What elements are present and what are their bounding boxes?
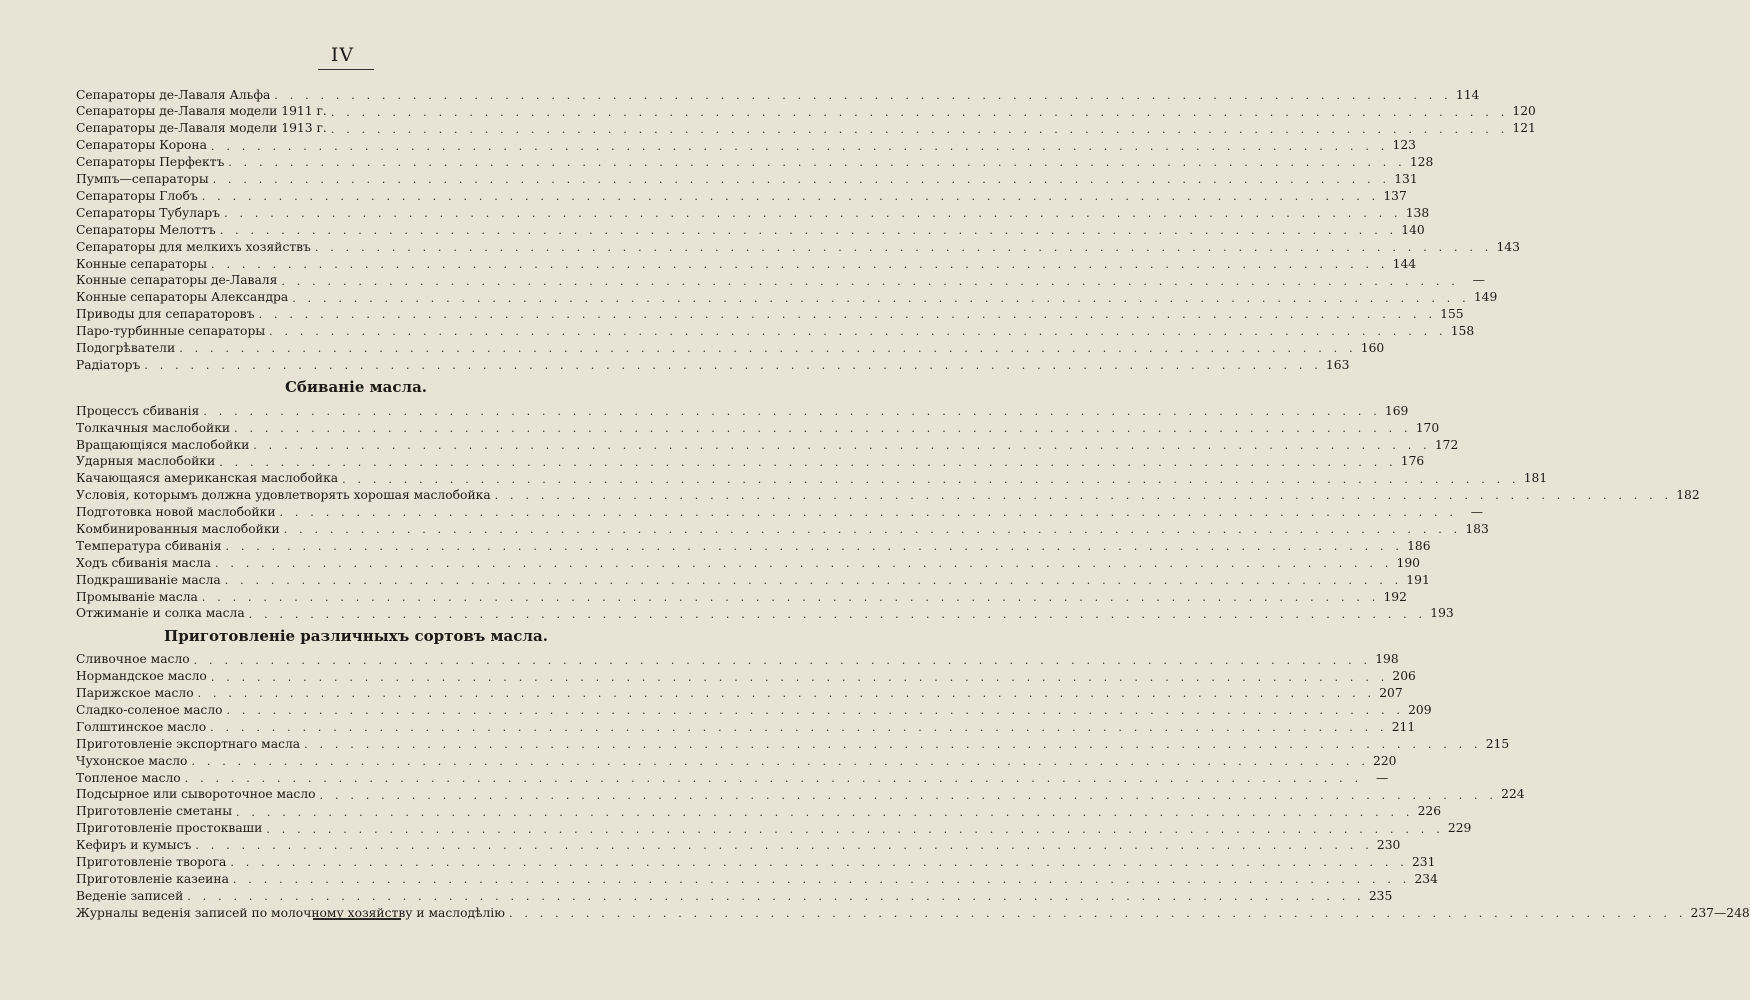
toc-entry xyxy=(76,801,1442,819)
dot-leader: . . . . . . . . . . . . . . . . . . . . . . . . . . . . . . . . . . . . . . . . . . . . . . . . . . . . . . . . . . . . . . . . . . . . . . . . . . . . . xyxy=(224,573,1403,587)
toc-entry xyxy=(76,304,1464,322)
dot-leader: . . . . . . . . . . . . . . . . . . . . . . . . . . . . . . . . . . . . . . . . . . . . . . . . . . . . . . . . . . . . . . . . . . . . . . . . . . . . . xyxy=(210,721,1388,735)
page-folio: IV xyxy=(330,44,355,66)
toc-entry xyxy=(76,101,1536,119)
toc-entry-title: Ходъ сбиванія масла xyxy=(76,555,211,570)
toc-entry-page: 131 xyxy=(1394,172,1418,187)
dot-leader: . . . . . . . . . . . . . . . . . . . . . . . . . . . . . . . . . . . . . . . . . . . . . . . . . . . . . . . . . . . . . . . . . . . . . . . . . . . . . xyxy=(248,607,1427,621)
toc-entry-title: Промываніе масла xyxy=(76,589,198,604)
toc-entry xyxy=(76,84,1480,102)
toc-entry xyxy=(76,135,1416,153)
dot-leader: . . . . . . . . . . . . . . . . . . . . . . . . . . . . . . . . . . . . . . . . . . . . . . . . . . . . . . . . . . . . . . . . . . . . . . . . . . . . . xyxy=(193,653,1372,667)
toc-entry-title: Пумпъ—сепараторы xyxy=(76,172,209,187)
toc-entry-page: 169 xyxy=(1384,403,1409,418)
dot-leader: . . . . . . . . . . . . . . . . . . . . . . . . . . . . . . . . . . . . . . . . . . . . . . . . . . . . . . . . . . . . . . . . . . . . . . . . . . . . . xyxy=(203,405,1381,419)
toc-entry-page: 120 xyxy=(1512,104,1536,119)
toc-entry-page: 137 xyxy=(1383,188,1407,203)
dot-leader: . . . . . . . . . . . . . . . . . . . . . . . . . . . . . . . . . . . . . . . . . . . . . . . . . . . . . . . . . . . . . . . . . . . . . . . . . . . . . xyxy=(292,291,1470,305)
toc-entry xyxy=(76,400,1409,419)
toc-entry xyxy=(76,434,1459,452)
toc-entry xyxy=(76,417,1440,435)
toc-entry-title: Радіаторъ xyxy=(76,357,141,372)
toc-entry-title: Конные сепараторы xyxy=(76,256,208,271)
toc-entry xyxy=(76,851,1436,870)
dot-leader: . . . . . . . . . . . . . . . . . . . . . . . . . . . . . . . . . . . . . . . . . . . . . . . . . . . . . . . . . . . . . . . . . . . . . . . . . . . . . xyxy=(258,308,1437,322)
dot-leader: . . . . . . . . . . . . . . . . . . . . . . . . . . . . . . . . . . . . . . . . . . . . . . . . . . . . . . . . . . . . . . . . . . . . . . . . . . . . . xyxy=(232,873,1411,887)
toc-entry xyxy=(76,699,1432,718)
toc-entry-title: Ударныя маслобойки xyxy=(76,454,216,469)
toc-entry xyxy=(76,320,1475,339)
toc-entry-page: 234 xyxy=(1414,871,1438,886)
dot-leader: . . . . . . . . . . . . . . . . . . . . . . . . . . . . . . . . . . . . . . . . . . . . . . . . . . . . . . . . . . . . . . . . . . . . . . . . . . . . . xyxy=(225,540,1404,554)
toc-entry xyxy=(76,885,1393,904)
toc-entry-page: 226 xyxy=(1417,804,1442,819)
toc-entry xyxy=(76,219,1425,238)
toc-entry-page: 160 xyxy=(1360,340,1385,355)
toc-entry xyxy=(76,603,1454,621)
dot-leader: . . . . . . . . . . . . . . . . . . . . . . . . . . . . . . . . . . . . . . . . . . . . . . . . . . . . . . . . . . . . . . . . . . . . . . . . . . . . . xyxy=(212,173,1391,187)
dot-leader: . . . . . . . . . . . . . . . . . . . . . . . . . . . . . . . . . . . . . . . . . . . . . . . . . . . . . . . . . . . . . . . . . . . . . . . . . . . . . xyxy=(201,190,1380,204)
toc-entry-page: 220 xyxy=(1373,753,1397,768)
toc-entry xyxy=(76,236,1520,254)
toc-entry-title: Сепараторы Тубуларъ xyxy=(76,205,221,220)
toc-entry-title: Сепараторы де-Лаваля модели 1911 г. xyxy=(76,104,327,119)
toc-entry-title: Приготовленіе казеина xyxy=(76,871,229,886)
dot-leader: . . . . . . . . . . . . . . . . . . . . . . . . . . . . . . . . . . . . . . . . . . . . . . . . . . . . . . . . . . . . . . . . . . . . . . . . . . . . . xyxy=(314,240,1493,254)
toc-entry-page: 155 xyxy=(1440,307,1464,322)
toc-entry-page: 235 xyxy=(1368,888,1393,903)
toc-entry-title: Приготовленіе простокваши xyxy=(76,821,263,836)
toc-entry xyxy=(76,666,1416,684)
toc-entry-page: 191 xyxy=(1406,572,1430,587)
dot-leader: . . . . . . . . . . . . . . . . . . . . . . . . . . . . . . . . . . . . . . . . . . . . . . . . . . . . . . . . . . . . . . . . . . . . . . . . . . . . . xyxy=(508,906,1687,920)
toc-entry-page: 193 xyxy=(1430,606,1454,621)
dot-leader: . . . . . . . . . . . . . . . . . . . . . . . . . . . . . . . . . . . . . . . . . . . . . . . . . . . . . . . . . . . . . . . . . . . . . . . . . . . . . xyxy=(219,224,1398,238)
toc-entry xyxy=(76,649,1399,667)
toc-entry-page: 170 xyxy=(1415,420,1440,435)
toc-entry xyxy=(76,118,1536,136)
toc-entry-page: 114 xyxy=(1455,87,1480,102)
toc-entry-title: Толкачныя маслобойки xyxy=(76,420,231,435)
dot-leader: . . . . . . . . . . . . . . . . . . . . . . . . . . . . . . . . . . . . . . . . . . . . . . . . . . . . . . . . . . . . . . . . . . . . . . . . . . . . . xyxy=(236,805,1414,819)
toc-entry-title: Сепараторы Перфектъ xyxy=(76,155,225,170)
dot-leader: . . . . . . . . . . . . . . . . . . . . . . . . . . . . . . . . . . . . . . . . . . . . . . . . . . . . . . . . . . . . . . . . . . . . . . . . . . . . . xyxy=(279,506,1458,520)
toc-entry-title: Парижское масло xyxy=(76,686,194,701)
toc-entry-page: 176 xyxy=(1400,454,1425,469)
toc-entry-title: Приготовленіе экспортнаго масла xyxy=(76,736,301,751)
toc-entry-page: 140 xyxy=(1401,222,1425,237)
table-of-contents xyxy=(76,84,1750,920)
toc-entry-page: — xyxy=(1472,273,1485,288)
toc-entry-title: Комбинированныя маслобойки xyxy=(76,521,280,536)
toc-entry-title: Подготовка новой маслобойки xyxy=(76,505,276,520)
dot-leader: . . . . . . . . . . . . . . . . . . . . . . . . . . . . . . . . . . . . . . . . . . . . . . . . . . . . . . . . . . . . . . . . . . . . . . . . . . . . . xyxy=(274,88,1452,102)
toc-entry xyxy=(76,337,1385,356)
toc-entry-page: 192 xyxy=(1383,589,1407,604)
dot-leader: . . . . . . . . . . . . . . . . . . . . . . . . . . . . . . . . . . . . . . . . . . . . . . . . . . . . . . . . . . . . . . . . . . . . . . . . . . . . . xyxy=(266,822,1444,836)
toc-entry-page: 237—248 xyxy=(1690,905,1750,920)
toc-entry-title: Подкрашиваніе масла xyxy=(76,572,221,587)
toc-entry xyxy=(76,750,1397,768)
dot-leader: . . . . . . . . . . . . . . . . . . . . . . . . . . . . . . . . . . . . . . . . . . . . . . . . . . . . . . . . . . . . . . . . . . . . . . . . . . . . . xyxy=(224,207,1402,221)
toc-entry xyxy=(76,902,1750,920)
section-heading: Сбиваніе масла. xyxy=(284,378,428,397)
toc-entry xyxy=(76,683,1403,701)
toc-entry-title: Приводы для сепараторовъ xyxy=(76,307,255,322)
toc-entry xyxy=(76,716,1416,735)
closing-rule xyxy=(313,918,401,920)
toc-entry xyxy=(76,535,1431,554)
toc-entry xyxy=(76,253,1417,271)
toc-entry-page: 183 xyxy=(1465,521,1489,536)
dot-leader: . . . . . . . . . . . . . . . . . . . . . . . . . . . . . . . . . . . . . . . . . . . . . . . . . . . . . . . . . . . . . . . . . . . . . . . . . . . . . xyxy=(283,523,1462,537)
toc-entry-page: 190 xyxy=(1396,555,1420,570)
toc-entry xyxy=(76,168,1418,187)
toc-entry-title: Сепараторы Глобъ xyxy=(76,188,198,203)
toc-entry xyxy=(76,501,1484,520)
toc-entry-title: Голштинское масло xyxy=(76,719,207,734)
dot-leader: . . . . . . . . . . . . . . . . . . . . . . . . . . . . . . . . . . . . . . . . . . . . . . . . . . . . . . . . . . . . . . . . . . . . . . . . . . . . . xyxy=(210,139,1389,153)
dot-leader: . . . . . . . . . . . . . . . . . . . . . . . . . . . . . . . . . . . . . . . . . . . . . . . . . . . . . . . . . . . . . . . . . . . . . . . . . . . . . xyxy=(342,472,1520,486)
toc-entry-title: Процессъ сбиванія xyxy=(76,403,200,418)
toc-entry-title: Вращающіяся маслобойки xyxy=(76,437,250,452)
dot-leader: . . . . . . . . . . . . . . . . . . . . . . . . . . . . . . . . . . . . . . . . . . . . . . . . . . . . . . . . . . . . . . . . . . . . . . . . . . . . . xyxy=(494,489,1673,503)
dot-leader: . . . . . . . . . . . . . . . . . . . . . . . . . . . . . . . . . . . . . . . . . . . . . . . . . . . . . . . . . . . . . . . . . . . . . . . . . . . . . xyxy=(304,738,1482,752)
toc-entry xyxy=(76,767,1389,785)
section-heading: Приготовленіе различныхъ сортовъ масла. xyxy=(164,626,548,645)
toc-entry-page: 138 xyxy=(1405,205,1430,220)
dot-leader: . . . . . . . . . . . . . . . . . . . . . . . . . . . . . . . . . . . . . . . . . . . . . . . . . . . . . . . . . . . . . . . . . . . . . . . . . . . . . xyxy=(281,274,1459,288)
toc-entry-page: 172 xyxy=(1434,437,1459,452)
toc-entry-page: 182 xyxy=(1676,488,1700,503)
toc-entry-title: Сепараторы Корона xyxy=(76,138,207,153)
toc-entry xyxy=(76,202,1430,221)
dot-leader: . . . . . . . . . . . . . . . . . . . . . . . . . . . . . . . . . . . . . . . . . . . . . . . . . . . . . . . . . . . . . . . . . . . . . . . . . . . . . xyxy=(179,342,1357,356)
toc-entry-title: Качающаяся американская маслобойка xyxy=(76,471,339,486)
toc-entry xyxy=(76,784,1525,802)
toc-entry-title: Отжиманіе и солка масла xyxy=(76,606,245,621)
toc-entry xyxy=(76,733,1510,752)
toc-entry-page: 143 xyxy=(1496,239,1520,254)
dot-leader: . . . . . . . . . . . . . . . . . . . . . . . . . . . . . . . . . . . . . . . . . . . . . . . . . . . . . . . . . . . . . . . . . . . . . . . . . . . . . xyxy=(219,455,1397,469)
toc-entry-title: Сепараторы Мелоттъ xyxy=(76,222,216,237)
toc-entry-title: Кефиръ и кумысъ xyxy=(76,838,192,853)
toc-entry xyxy=(76,270,1485,288)
dot-leader: . . . . . . . . . . . . . . . . . . . . . . . . . . . . . . . . . . . . . . . . . . . . . . . . . . . . . . . . . . . . . . . . . . . . . . . . . . . . . xyxy=(184,771,1363,785)
toc-entry-title: Сепараторы де-Лаваля Альфа xyxy=(76,87,271,102)
toc-entry xyxy=(76,835,1401,853)
toc-entry-page: 230 xyxy=(1376,838,1401,853)
toc-entry-page: 207 xyxy=(1379,686,1403,701)
toc-entry-page: 198 xyxy=(1375,652,1399,667)
toc-entry xyxy=(76,354,1350,373)
toc-entry-page: 229 xyxy=(1447,821,1472,836)
toc-entry-page: 211 xyxy=(1391,719,1416,734)
toc-entry-title: Конные сепараторы Александра xyxy=(76,290,289,305)
dot-leader: . . . . . . . . . . . . . . . . . . . . . . . . . . . . . . . . . . . . . . . . . . . . . . . . . . . . . . . . . . . . . . . . . . . . . . . . . . . . . xyxy=(210,670,1389,684)
toc-entry xyxy=(76,152,1434,170)
dot-leader: . . . . . . . . . . . . . . . . . . . . . . . . . . . . . . . . . . . . . . . . . . . . . . . . . . . . . . . . . . . . . . . . . . . . . . . . . . . . . xyxy=(144,359,1322,373)
toc-entry xyxy=(76,818,1472,836)
dot-leader: . . . . . . . . . . . . . . . . . . . . . . . . . . . . . . . . . . . . . . . . . . . . . . . . . . . . . . . . . . . . . . . . . . . . . . . . . . . . . xyxy=(191,754,1370,768)
dot-leader: . . . . . . . . . . . . . . . . . . . . . . . . . . . . . . . . . . . . . . . . . . . . . . . . . . . . . . . . . . . . . . . . . . . . . . . . . . . . . xyxy=(201,590,1380,604)
toc-entry-page: 224 xyxy=(1501,787,1525,802)
toc-entry xyxy=(76,451,1425,469)
toc-entry xyxy=(76,485,1700,503)
toc-entry-title: Приготовленіе творога xyxy=(76,855,227,869)
toc-entry xyxy=(76,552,1420,571)
toc-entry xyxy=(76,518,1489,537)
dot-leader: . . . . . . . . . . . . . . . . . . . . . . . . . . . . . . . . . . . . . . . . . . . . . . . . . . . . . . . . . . . . . . . . . . . . . . . . . . . . . xyxy=(228,156,1406,170)
toc-entry xyxy=(76,586,1407,604)
toc-entry-page: 158 xyxy=(1450,324,1475,339)
dot-leader: . . . . . . . . . . . . . . . . . . . . . . . . . . . . . . . . . . . . . . . . . . . . . . . . . . . . . . . . . . . . . . . . . . . . . . . . . . . . . xyxy=(230,856,1408,870)
toc-entry-page: 163 xyxy=(1325,357,1350,372)
toc-entry-title: Условія, которымъ должна удовлетворять хорошая маслобойка xyxy=(76,488,491,503)
dot-leader: . . . . . . . . . . . . . . . . . . . . . . . . . . . . . . . . . . . . . . . . . . . . . . . . . . . . . . . . . . . . . . . . . . . . . . . . . . . . . xyxy=(234,421,1412,435)
toc-entry-title: Сладко-соленое масло xyxy=(76,702,223,717)
toc-entry xyxy=(76,468,1548,486)
toc-entry-page: 123 xyxy=(1392,138,1416,153)
dot-leader: . . . . . . . . . . . . . . . . . . . . . . . . . . . . . . . . . . . . . . . . . . . . . . . . . . . . . . . . . . . . . . . . . . . . . . . . . . . . . xyxy=(211,257,1389,271)
toc-entry-page: — xyxy=(1470,505,1484,520)
toc-entry-page: 206 xyxy=(1392,669,1416,684)
toc-entry-title: Подогрѣватели xyxy=(76,340,176,355)
toc-entry-title: Чухонское масло xyxy=(76,753,188,768)
dot-leader: . . . . . . . . . . . . . . . . . . . . . . . . . . . . . . . . . . . . . . . . . . . . . . . . . . . . . . . . . . . . . . . . . . . . . . . . . . . . . xyxy=(187,890,1365,904)
toc-entry-page: 231 xyxy=(1411,855,1436,869)
toc-entry xyxy=(76,569,1430,587)
dot-leader: . . . . . . . . . . . . . . . . . . . . . . . . . . . . . . . . . . . . . . . . . . . . . . . . . . . . . . . . . . . . . . . . . . . . . . . . . . . . . xyxy=(269,325,1447,339)
toc-entry-page: 144 xyxy=(1392,256,1417,271)
toc-entry-title: Температура сбиванія xyxy=(76,538,222,553)
toc-entry-title: Веденіе записей xyxy=(76,888,184,903)
toc-entry-title: Журналы веденія записей по молочному хозяйству и маслодѣлію xyxy=(76,905,505,920)
toc-entry-title: Топленое масло xyxy=(76,770,181,785)
toc-entry-title: Сепараторы де-Лаваля модели 1913 г. xyxy=(76,121,327,136)
toc-entry-page: 181 xyxy=(1523,471,1548,486)
toc-entry xyxy=(76,185,1407,204)
toc-entry-title: Подсырное или сывороточное масло xyxy=(76,787,316,802)
folio-rule xyxy=(318,69,374,70)
toc-entry-page: — xyxy=(1375,770,1389,785)
toc-entry-page: 209 xyxy=(1408,702,1432,717)
toc-entry-title: Приготовленіе сметаны xyxy=(76,804,233,819)
dot-leader: . . . . . . . . . . . . . . . . . . . . . . . . . . . . . . . . . . . . . . . . . . . . . . . . . . . . . . . . . . . . . . . . . . . . . . . . . . . . . xyxy=(330,105,1509,119)
toc-entry-page: 149 xyxy=(1473,290,1498,305)
dot-leader: . . . . . . . . . . . . . . . . . . . . . . . . . . . . . . . . . . . . . . . . . . . . . . . . . . . . . . . . . . . . . . . . . . . . . . . . . . . . . xyxy=(330,122,1509,136)
dot-leader: . . . . . . . . . . . . . . . . . . . . . . . . . . . . . . . . . . . . . . . . . . . . . . . . . . . . . . . . . . . . . . . . . . . . . . . . . . . . . xyxy=(197,687,1376,701)
dot-leader: . . . . . . . . . . . . . . . . . . . . . . . . . . . . . . . . . . . . . . . . . . . . . . . . . . . . . . . . . . . . . . . . . . . . . . . . . . . . . xyxy=(253,438,1431,452)
toc-entry xyxy=(76,868,1438,887)
toc-entry-title: Сепараторы для мелкихъ хозяйствъ xyxy=(76,239,311,254)
toc-entry-title: Нормандское масло xyxy=(76,669,207,684)
toc-entry-page: 121 xyxy=(1512,121,1536,136)
toc-entry-title: Паро-турбинные сепараторы xyxy=(76,324,266,339)
dot-leader: . . . . . . . . . . . . . . . . . . . . . . . . . . . . . . . . . . . . . . . . . . . . . . . . . . . . . . . . . . . . . . . . . . . . . . . . . . . . . xyxy=(195,839,1373,853)
toc-entry-title: Конные сепараторы де-Лаваля xyxy=(76,273,278,288)
toc-entry-page: 186 xyxy=(1407,538,1431,553)
dot-leader: . . . . . . . . . . . . . . . . . . . . . . . . . . . . . . . . . . . . . . . . . . . . . . . . . . . . . . . . . . . . . . . . . . . . . . . . . . . . . xyxy=(319,788,1498,802)
toc-entry-page: 128 xyxy=(1409,155,1434,170)
toc-entry-page: 215 xyxy=(1485,736,1510,751)
toc-entry xyxy=(76,287,1498,305)
dot-leader: . . . . . . . . . . . . . . . . . . . . . . . . . . . . . . . . . . . . . . . . . . . . . . . . . . . . . . . . . . . . . . . . . . . . . . . . . . . . . xyxy=(214,557,1393,571)
dot-leader: . . . . . . . . . . . . . . . . . . . . . . . . . . . . . . . . . . . . . . . . . . . . . . . . . . . . . . . . . . . . . . . . . . . . . . . . . . . . . xyxy=(226,704,1405,718)
toc-entry-title: Сливочное масло xyxy=(76,652,190,667)
